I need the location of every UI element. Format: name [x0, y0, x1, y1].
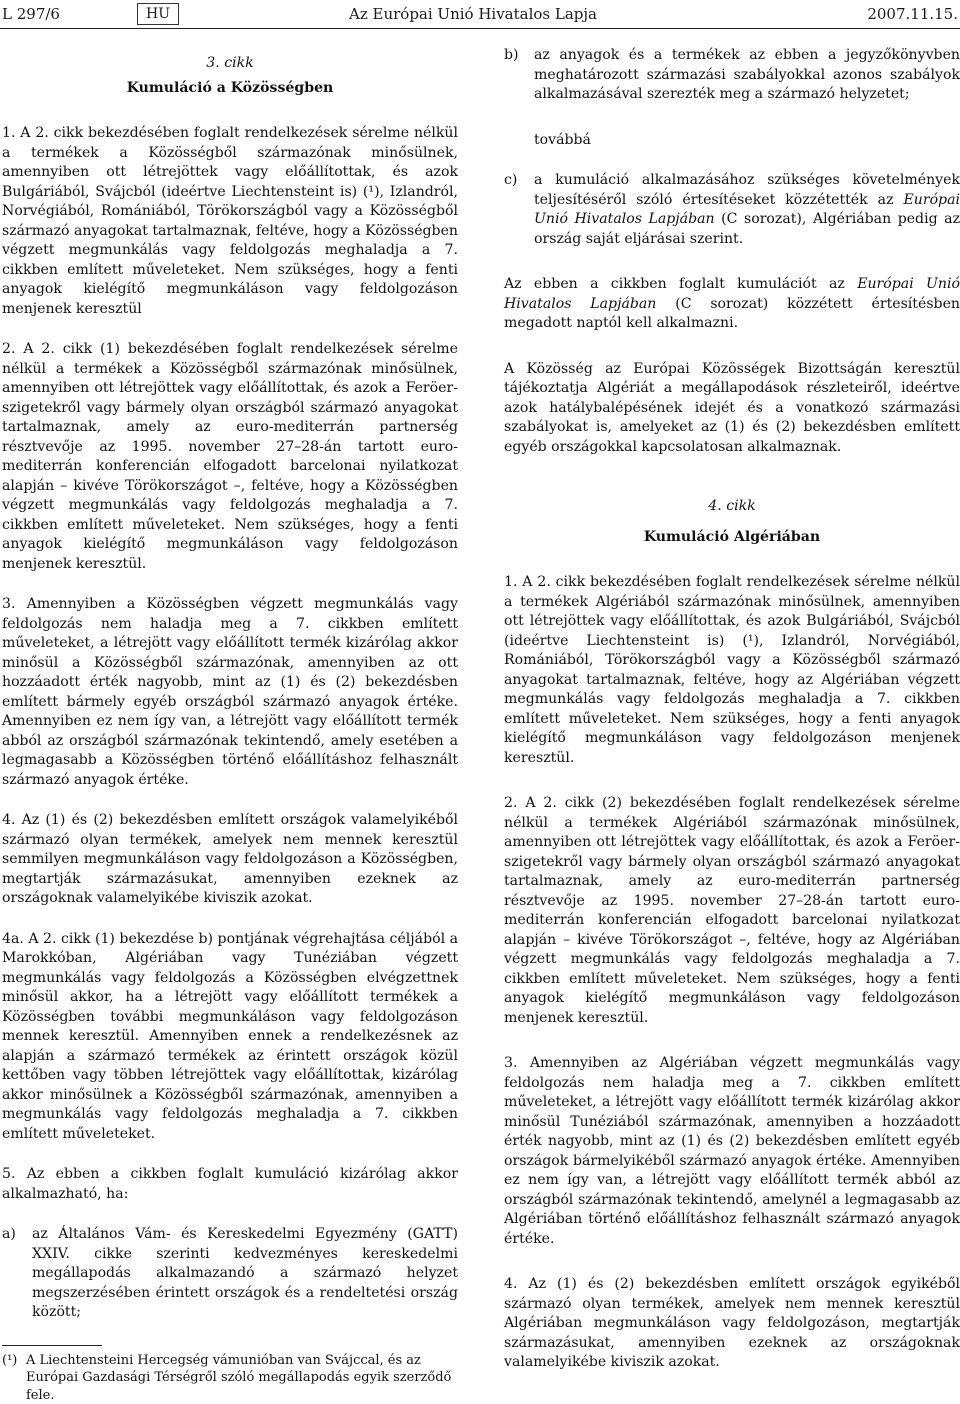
journal-title: Az Európai Unió Hivatalos Lapja: [349, 0, 597, 28]
article-4-paragraph-3: 3. Amennyiben az Algériában végzett megmunkálás vagy feldolgozás nem haladja meg a 7. cikkben említett műveleteket, a létrejött vagy előállított termék kizárólag akkor minősül Tunéziából származónak, amennyiben a hozzáadott érték nagyobb, mint az (1) és (2) bekezdésben említett egyéb országok bármelyikéből származó anyagok értéke. Amennyiben ez nem így van, a létrejött vagy előállított termék abból az országból származónak tekintendő, amelynél a legmagasabb az Algériában történő előállításhoz felhasznált származó anyagok értéke.: [504, 1054, 960, 1249]
list-item-a-label: a): [2, 1225, 32, 1323]
article-4-paragraph-2: 2. A 2. cikk (2) bekezdésében foglalt rendelkezések sérelme nélkül a termékek Algériából származónak minősülnek, amennyiben ott létrejöttek vagy előállítottak, és azok a Feröer-szigetekről vagy bármely olyan országból származó anyagokat tartalmaznak, amely az euro-mediterrán partnerség résztvevője az 1995. november 27–28-án tartott euro-mediterrán konferencián elfogadott barcelonai nyilatkozat alapján – kivéve Törökországot –, feltéve, hogy az Algériában végzett megmunkálás vagy feldolgozás meghaladja a 7. cikkben említett műveleteket. Nem szükséges, hogy a fenti anyagok kielégítő megmunkáláson vagy feldolgozáson menjenek keresztül.: [504, 794, 960, 1028]
list-item-b: [504, 46, 960, 105]
article-3-paragraph-4a: 4a. A 2. cikk (1) bekezdése b) pontjának végrehajtása céljából a Marokkóban, Algériában vagy Tunéziában végzett megmunkálás vagy feldolgozás a Közösségben elvégzettnek minősül akkor, ha a létrejött vagy előállított termékek a Közösségben további megmunkáláson vagy feldolgozáson mennek keresztül. Amennyiben ennek a rendelkezésnek az alapján a származó termékek az érintett országok közül kettőben vagy többen létrejöttek vagy előállítottak, kizárólag akkor minősülnek a Közösségből származónak, amennyiben a megmunkálás vagy feldolgozás meghaladja a 7. cikkben említett műveleteket.: [2, 930, 458, 1145]
language-badge: HU: [137, 3, 179, 25]
footnote-rule: [2, 1345, 102, 1346]
article-4-number: 4. cikk: [504, 497, 960, 517]
list-item-c: [504, 171, 960, 249]
item-c-journal-ref: Európai Unió Hivatalos Lapjában: [534, 192, 960, 228]
article-3-number: 3. cikk: [2, 54, 458, 74]
article-3-paragraph-2: 2. A 2. cikk (1) bekezdésében foglalt rendelkezések sérelme nélkül a termékek a Közösségből származónak minősülnek, amennyiben ott létrejöttek vagy előállítottak, és azok a Feröer-szigetekről vagy bármely olyan országból származó anyagokat tartalmaznak, amely az euro-mediterrán partnerség résztvevője az 1995. november 27–28-án tartott euro-mediterrán konferencián elfogadott barcelonai nyilatkozat alapján – kivéve Törökországot –, feltéve, hogy a Közösségben végzett megmunkálás vagy feldolgozás meghaladja a 7. cikkben említett műveleteket. Nem szükséges, hogy a fenti anyagok kielégítő megmunkáláson vagy feldolgozáson menjenek keresztül.: [2, 340, 458, 574]
article-3-paragraph-1: 1. A 2. cikk bekezdésében foglalt rendelkezések sérelme nélkül a termékek a Közösségből származónak minősülnek, amennyiben ott létrejöttek vagy előállítottak, és azok Bulgáriából, Svájcból (ideértve Liechtensteint is) (¹), Izlandról, Norvégiából, Romániából, Törökországból vagy a Közösségből származó anyagokat tartalmaznak, feltéve, hogy a Közösségben végzett megmunkálás vagy feldolgozás meghaladja a 7. cikkben említett műveleteket. Nem szükséges, hogy a fenti anyagok kielégítő megmunkáláson vagy feldolgozáson menjenek keresztül: [2, 124, 458, 319]
article-4-paragraph-1: 1. A 2. cikk bekezdésében foglalt rendelkezések sérelme nélkül a termékek Algériából származónak minősülnek, amennyiben ott létrejöttek vagy előállítottak, és azok Bulgáriából, Svájcból (ideértve Liechtensteint is) (¹), Izlandról, Norvégiából, Romániából, Törökországból vagy a Közösségből származó anyagokat tartalmaznak, feltéve, hogy az Algériában végzett megmunkálás vagy feldolgozás meghaladja a 7. cikkben említett műveleteket. Nem szükséges, hogy a fenti anyagok kielégítő megmunkáláson vagy feldolgozáson menjenek keresztül.: [504, 573, 960, 768]
publication-journal-ref: Európai Unió Hivatalos Lapjában: [504, 276, 960, 312]
header-rule: [0, 28, 960, 29]
footnote-text: A Liechtensteini Hercegség vámunióban van Svájccal, és az Európai Gazdasági Térségről szóló megállapodás egyik szerződő fele.: [26, 1352, 458, 1404]
tovabba-text: továbbá: [534, 131, 960, 151]
publication-date: 2007.11.15.: [867, 0, 958, 28]
publication-text-end: (C sorozat) közzétett értesítésben megadott naptól kell alkalmazni.: [504, 296, 960, 332]
article-3-title: Kumuláció a Közösségben: [2, 79, 458, 99]
article-3-paragraph-4: 4. Az (1) és (2) bekezdésben említett országok valamelyikéből származó olyan termékek, amelyek nem mennek keresztül semmilyen megmunkáláson vagy feldolgozáson a Közösségben, megtartják származásukat, amennyiben ezeknek az országoknak valamelyikébe kiviszik azokat.: [2, 811, 458, 909]
list-item-c-label: c): [504, 171, 534, 249]
community-paragraph: A Közösség az Európai Közösségek Bizottságán keresztül tájékoztatja Algériát a megállapodások részleteiről, ideértve azok hatálybalépésének idejét és a vonatkozó származási szabályokat is, amelyeket az (1) és (2) bekezdésben említett egyéb országokkal kapcsolatosan alkalmaznak.: [504, 360, 960, 458]
list-item-a: [2, 1225, 458, 1323]
publication-text-start: Az ebben a cikkben foglalt kumulációt az: [504, 276, 857, 292]
publication-paragraph: [504, 275, 960, 334]
page-header: [0, 0, 960, 28]
list-item-b-text: az anyagok és a termékek az ebben a jegyzőkönyvben meghatározott származási szabályokkal azonos szabályok alkalmazásával szerezték meg a származó helyzetet;: [534, 46, 960, 105]
list-item-b-label: b): [504, 46, 534, 105]
footnote: [2, 1352, 458, 1404]
item-c-text-start: a kumuláció alkalmazásához szükséges követelmények teljesítéséről szóló értesítéseket közzétették az: [534, 172, 960, 208]
right-column: [504, 40, 960, 1373]
list-item-c-text: [534, 171, 960, 249]
left-column: [2, 40, 458, 1404]
article-3-paragraph-3: 3. Amennyiben a Közösségben végzett megmunkálás vagy feldolgozás nem haladja meg a 7. cikkben említett műveleteket, a létrejött vagy előállított termék kizárólag akkor minősül a Közösségből származónak, amennyiben az ott hozzáadott érték nagyobb, mint az (1) és (2) bekezdésben említett bármely egyéb országból származó anyagok értéke. Amennyiben ez nem így van, a létrejött vagy előállított termék abból az országból származónak tekintendő, amely esetében a legmagasabb a Közösségben történő előállításhoz felhasznált származó anyagok értéke.: [2, 595, 458, 790]
footnote-label: (¹): [2, 1352, 26, 1404]
article-4-paragraph-4: 4. Az (1) és (2) bekezdésben említett országok egyikéből származó olyan termékek, amelyek nem mennek keresztül Algériában megmunkáláson vagy feldolgozáson, megtartják származásukat, amennyiben ezeknek az országoknak valamelyikébe kiviszik azokat.: [504, 1275, 960, 1373]
tovabba-line: [504, 131, 960, 151]
tovabba-indent: [504, 131, 534, 151]
item-c-text-end: (C sorozat), Algériában pedig az ország saját eljárásai szerint.: [534, 211, 960, 247]
article-4-title: Kumuláció Algériában: [504, 528, 960, 548]
page-number: L 297/6: [2, 0, 60, 28]
article-3-paragraph-5: 5. Az ebben a cikkben foglalt kumuláció kizárólag akkor alkalmazható, ha:: [2, 1165, 458, 1204]
list-item-a-text: az Általános Vám- és Kereskedelmi Egyezmény (GATT) XXIV. cikke szerinti kedvezményes kereskedelmi megállapodás alkalmazandó a származó helyzet megszerzésében érintett országok és a rendeltetési ország között;: [32, 1225, 458, 1323]
